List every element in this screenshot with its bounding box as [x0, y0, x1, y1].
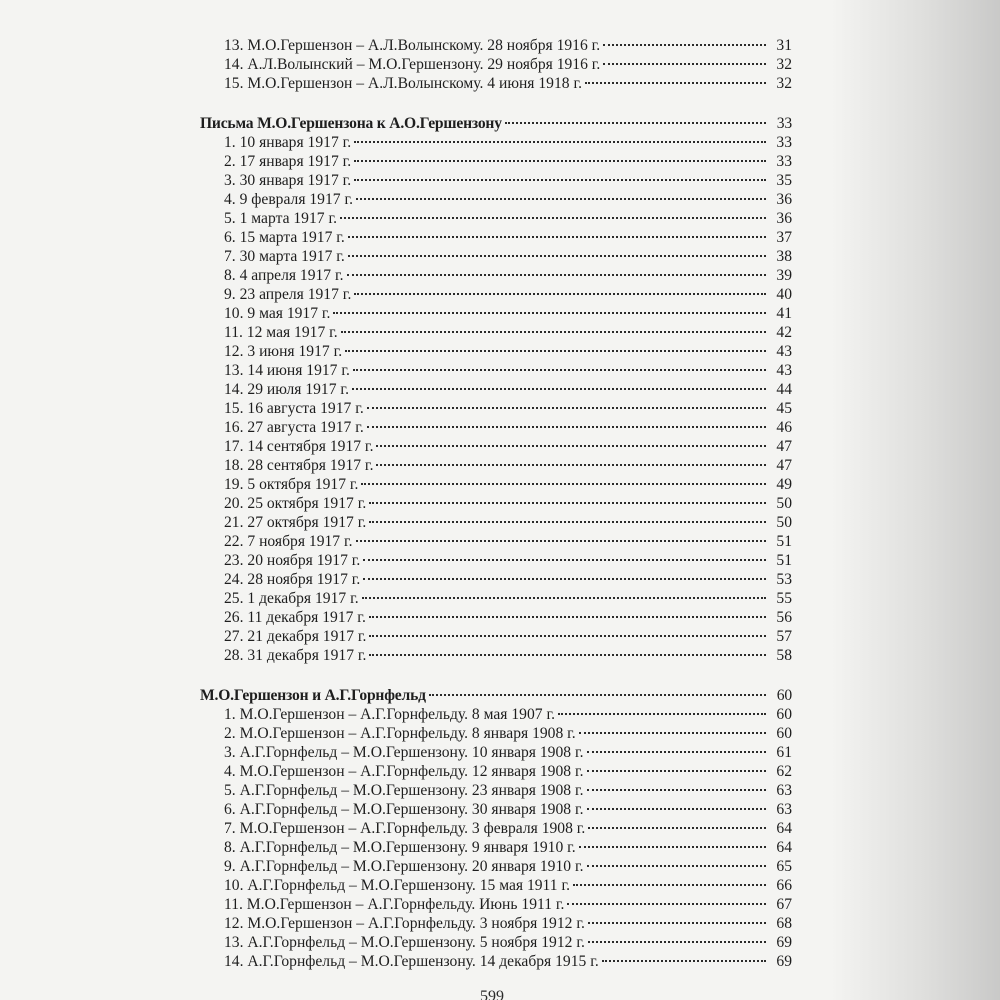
dot-leader [369, 521, 766, 523]
toc-entry-title: 21. 27 октября 1917 г. [224, 514, 367, 531]
toc-entry-title: 3. А.Г.Горнфельд – М.О.Гершензону. 10 января 1908 г. [224, 744, 584, 761]
toc-entry-title: 22. 7 ноября 1917 г. [224, 533, 353, 550]
dot-leader [369, 502, 766, 504]
toc-section-heading [200, 686, 792, 705]
toc-entry-title: 5. А.Г.Горнфельд – М.О.Гершензону. 23 января 1908 г. [224, 782, 584, 799]
toc-entry [200, 857, 792, 876]
toc-entry-title: 13. М.О.Гершензон – А.Л.Волынскому. 28 ноября 1916 г. [224, 37, 601, 54]
toc-entry-page-number: 49 [776, 476, 792, 493]
dot-leader [573, 884, 766, 886]
dot-leader [356, 540, 766, 542]
toc-section [200, 114, 792, 665]
toc-entry [200, 74, 792, 93]
toc-entry [200, 228, 792, 247]
dot-leader [567, 903, 766, 905]
toc-entry [200, 513, 792, 532]
toc-entry-page-number: 57 [776, 628, 792, 645]
toc-entry-page-number: 43 [776, 343, 792, 360]
toc-entry-title: 7. 30 марта 1917 г. [224, 248, 345, 265]
toc-entry-title: 12. 3 июня 1917 г. [224, 343, 343, 360]
toc-entry [200, 608, 792, 627]
toc-entry-title: 2. 17 января 1917 г. [224, 153, 352, 170]
toc-entry-title: 10. А.Г.Горнфельд – М.О.Гершензону. 15 мая 1911 г. [224, 877, 571, 894]
toc-entry [200, 342, 792, 361]
toc-entry-page-number: 58 [776, 647, 792, 664]
toc-entry-page-number: 32 [776, 75, 792, 92]
toc-entry-page-number: 53 [776, 571, 792, 588]
dot-leader [348, 255, 766, 257]
toc-entry-page-number: 45 [776, 400, 792, 417]
toc-entry-page-number: 64 [776, 839, 792, 856]
toc-entry [200, 285, 792, 304]
toc-entry-page-number: 40 [776, 286, 792, 303]
toc-entry-title: 28. 31 декабря 1917 г. [224, 647, 367, 664]
toc-entry-title: 14. А.Г.Горнфельд – М.О.Гершензону. 14 декабря 1915 г. [224, 953, 599, 970]
dot-leader [369, 635, 766, 637]
page-number: 599 [480, 988, 504, 1000]
toc-entry-title: 8. А.Г.Горнфельд – М.О.Гершензону. 9 января 1910 г. [224, 839, 576, 856]
dot-leader [602, 960, 766, 962]
toc-entry-title: 27. 21 декабря 1917 г. [224, 628, 367, 645]
dot-leader [363, 578, 766, 580]
toc-entry-page-number: 39 [776, 267, 792, 284]
toc-entry-page-number: 47 [776, 457, 792, 474]
dot-leader [585, 82, 766, 84]
toc-entry-title: 2. М.О.Гершензон – А.Г.Горнфельду. 8 января 1908 г. [224, 725, 576, 742]
toc-entry [200, 724, 792, 743]
toc-entry [200, 133, 792, 152]
toc-entry-page-number: 50 [776, 495, 792, 512]
toc-entry-page-number: 63 [776, 782, 792, 799]
toc-entry-page-number: 56 [776, 609, 792, 626]
toc-entry-title: 12. М.О.Гершензон – А.Г.Горнфельду. 3 ноября 1912 г. [224, 915, 585, 932]
toc-entry-page-number: 50 [776, 514, 792, 531]
toc-entry [200, 304, 792, 323]
toc-entry-title: 6. А.Г.Горнфельд – М.О.Гершензону. 30 января 1908 г. [224, 801, 584, 818]
toc-entry [200, 209, 792, 228]
toc-entry [200, 418, 792, 437]
toc-entry-title: 6. 15 марта 1917 г. [224, 229, 345, 246]
toc-entry-title: 14. А.Л.Волынский – М.О.Гершензону. 29 ноября 1916 г. [224, 56, 601, 73]
toc-entry-page-number: 51 [776, 552, 792, 569]
dot-leader [588, 827, 766, 829]
toc-entry-page-number: 33 [776, 134, 792, 151]
toc-entry [200, 781, 792, 800]
toc-entry-title: 18. 28 сентября 1917 г. [224, 457, 374, 474]
toc-entry [200, 876, 792, 895]
toc-section-heading [200, 114, 792, 133]
toc-entry-page-number: 42 [776, 324, 792, 341]
toc-section-heading-title: М.О.Гершензон и А.Г.Горнфельд [200, 687, 426, 704]
toc-entry-title: 11. 12 мая 1917 г. [224, 324, 338, 341]
toc-entry [200, 361, 792, 380]
toc-section [200, 686, 792, 971]
toc-entry [200, 36, 792, 55]
toc-entry [200, 627, 792, 646]
dot-leader [353, 369, 766, 371]
table-of-contents [200, 36, 792, 971]
dot-leader [348, 236, 766, 238]
toc-entry [200, 399, 792, 418]
toc-entry-page-number: 35 [776, 172, 792, 189]
dot-leader [369, 654, 766, 656]
toc-entry [200, 456, 792, 475]
toc-entry-page-number: 65 [776, 858, 792, 875]
dot-leader [341, 331, 766, 333]
toc-entry-page-number: 47 [776, 438, 792, 455]
dot-leader [361, 483, 766, 485]
toc-entry-title: 26. 11 декабря 1917 г. [224, 609, 366, 626]
toc-entry-page-number: 63 [776, 801, 792, 818]
toc-entry-page-number: 44 [776, 381, 792, 398]
toc-entry [200, 933, 792, 952]
toc-entry-title: 4. 9 февраля 1917 г. [224, 191, 354, 208]
toc-entry-title: 8. 4 апреля 1917 г. [224, 267, 344, 284]
dot-leader [345, 350, 766, 352]
toc-entry-page-number: 69 [776, 953, 792, 970]
toc-entry-title: 14. 29 июля 1917 г. [224, 381, 349, 398]
toc-entry-title: 23. 20 ноября 1917 г. [224, 552, 361, 569]
toc-entry-page-number: 32 [776, 56, 792, 73]
toc-entry [200, 646, 792, 665]
toc-entry-title: 17. 14 сентября 1917 г. [224, 438, 374, 455]
toc-entry-page-number: 61 [776, 744, 792, 761]
toc-entry [200, 800, 792, 819]
toc-entry-page-number: 69 [776, 934, 792, 951]
toc-entry [200, 266, 792, 285]
dot-leader [587, 808, 767, 810]
dot-leader [587, 789, 767, 791]
page-spine-shadow [830, 0, 1000, 1000]
toc-entry-page-number: 43 [776, 362, 792, 379]
toc-entry-page-number: 31 [776, 37, 792, 54]
dot-leader [603, 63, 766, 65]
toc-entry-title: 4. М.О.Гершензон – А.Г.Горнфельду. 12 января 1908 г. [224, 763, 584, 780]
toc-entry-page-number: 62 [776, 763, 792, 780]
dot-leader [429, 694, 766, 696]
toc-entry-title: 9. 23 апреля 1917 г. [224, 286, 352, 303]
toc-entry [200, 705, 792, 724]
dot-leader [579, 846, 766, 848]
toc-section-heading-page-number: 60 [776, 687, 792, 704]
toc-entry [200, 532, 792, 551]
dot-leader [587, 770, 767, 772]
toc-section-heading-page-number: 33 [776, 115, 792, 132]
toc-entry-title: 24. 28 ноября 1917 г. [224, 571, 361, 588]
toc-entry-title: 3. 30 января 1917 г. [224, 172, 352, 189]
toc-entry-title: 13. 14 июня 1917 г. [224, 362, 350, 379]
toc-entry [200, 475, 792, 494]
toc-entry-title: 1. М.О.Гершензон – А.Г.Горнфельду. 8 мая 1907 г. [224, 706, 555, 723]
toc-entry [200, 895, 792, 914]
dot-leader [362, 597, 766, 599]
dot-leader [579, 732, 766, 734]
dot-leader [352, 388, 766, 390]
dot-leader [587, 751, 767, 753]
dot-leader [347, 274, 766, 276]
toc-entry-title: 19. 5 октября 1917 г. [224, 476, 359, 493]
dot-leader [367, 407, 766, 409]
toc-entry-page-number: 38 [776, 248, 792, 265]
toc-entry-page-number: 41 [776, 305, 792, 322]
toc-entry [200, 171, 792, 190]
toc-entry [200, 743, 792, 762]
toc-entry [200, 323, 792, 342]
toc-section [200, 36, 792, 93]
toc-entry-page-number: 60 [776, 725, 792, 742]
toc-entry-title: 11. М.О.Гершензон – А.Г.Горнфельду. Июнь 1911 г. [224, 896, 565, 913]
toc-entry [200, 494, 792, 513]
dot-leader [588, 941, 766, 943]
toc-entry-title: 25. 1 декабря 1917 г. [224, 590, 359, 607]
dot-leader [588, 922, 766, 924]
toc-entry [200, 380, 792, 399]
dot-leader [354, 160, 766, 162]
dot-leader [369, 616, 766, 618]
toc-entry-page-number: 60 [776, 706, 792, 723]
toc-entry [200, 190, 792, 209]
dot-leader [354, 141, 766, 143]
toc-entry-title: 15. 16 августа 1917 г. [224, 400, 364, 417]
toc-entry-page-number: 46 [776, 419, 792, 436]
toc-entry-title: 5. 1 марта 1917 г. [224, 210, 338, 227]
toc-entry-page-number: 33 [776, 153, 792, 170]
toc-entry-page-number: 37 [776, 229, 792, 246]
dot-leader [587, 865, 767, 867]
toc-entry-page-number: 55 [776, 590, 792, 607]
toc-entry [200, 247, 792, 266]
toc-entry-title: 15. М.О.Гершензон – А.Л.Волынскому. 4 июня 1918 г. [224, 75, 582, 92]
toc-entry-title: 1. 10 января 1917 г. [224, 134, 352, 151]
toc-entry [200, 819, 792, 838]
toc-section-heading-title: Письма М.О.Гершензона к А.О.Гершензону [200, 115, 502, 132]
toc-entry-title: 9. А.Г.Горнфельд – М.О.Гершензону. 20 января 1910 г. [224, 858, 584, 875]
toc-entry [200, 762, 792, 781]
dot-leader [376, 445, 766, 447]
toc-entry-title: 10. 9 мая 1917 г. [224, 305, 331, 322]
dot-leader [333, 312, 766, 314]
dot-leader [363, 559, 766, 561]
toc-entry-page-number: 67 [776, 896, 792, 913]
dot-leader [340, 217, 766, 219]
toc-entry [200, 589, 792, 608]
dot-leader [558, 713, 766, 715]
toc-entry-page-number: 36 [776, 191, 792, 208]
toc-entry [200, 551, 792, 570]
toc-entry-page-number: 66 [776, 877, 792, 894]
dot-leader [356, 198, 766, 200]
toc-entry-title: 16. 27 августа 1917 г. [224, 419, 364, 436]
dot-leader [376, 464, 766, 466]
toc-entry [200, 838, 792, 857]
dot-leader [354, 293, 766, 295]
toc-entry-title: 20. 25 октября 1917 г. [224, 495, 367, 512]
toc-entry [200, 952, 792, 971]
toc-entry-page-number: 36 [776, 210, 792, 227]
toc-entry-title: 13. А.Г.Горнфельд – М.О.Гершензону. 5 ноября 1912 г. [224, 934, 585, 951]
toc-entry-title: 7. М.О.Гершензон – А.Г.Горнфельду. 3 февраля 1908 г. [224, 820, 586, 837]
toc-entry-page-number: 68 [776, 915, 792, 932]
toc-entry-page-number: 64 [776, 820, 792, 837]
toc-entry [200, 570, 792, 589]
toc-entry [200, 152, 792, 171]
dot-leader [603, 44, 766, 46]
toc-entry [200, 914, 792, 933]
toc-entry [200, 437, 792, 456]
toc-entry [200, 55, 792, 74]
dot-leader [505, 122, 766, 124]
toc-entry-page-number: 51 [776, 533, 792, 550]
dot-leader [367, 426, 766, 428]
dot-leader [354, 179, 766, 181]
